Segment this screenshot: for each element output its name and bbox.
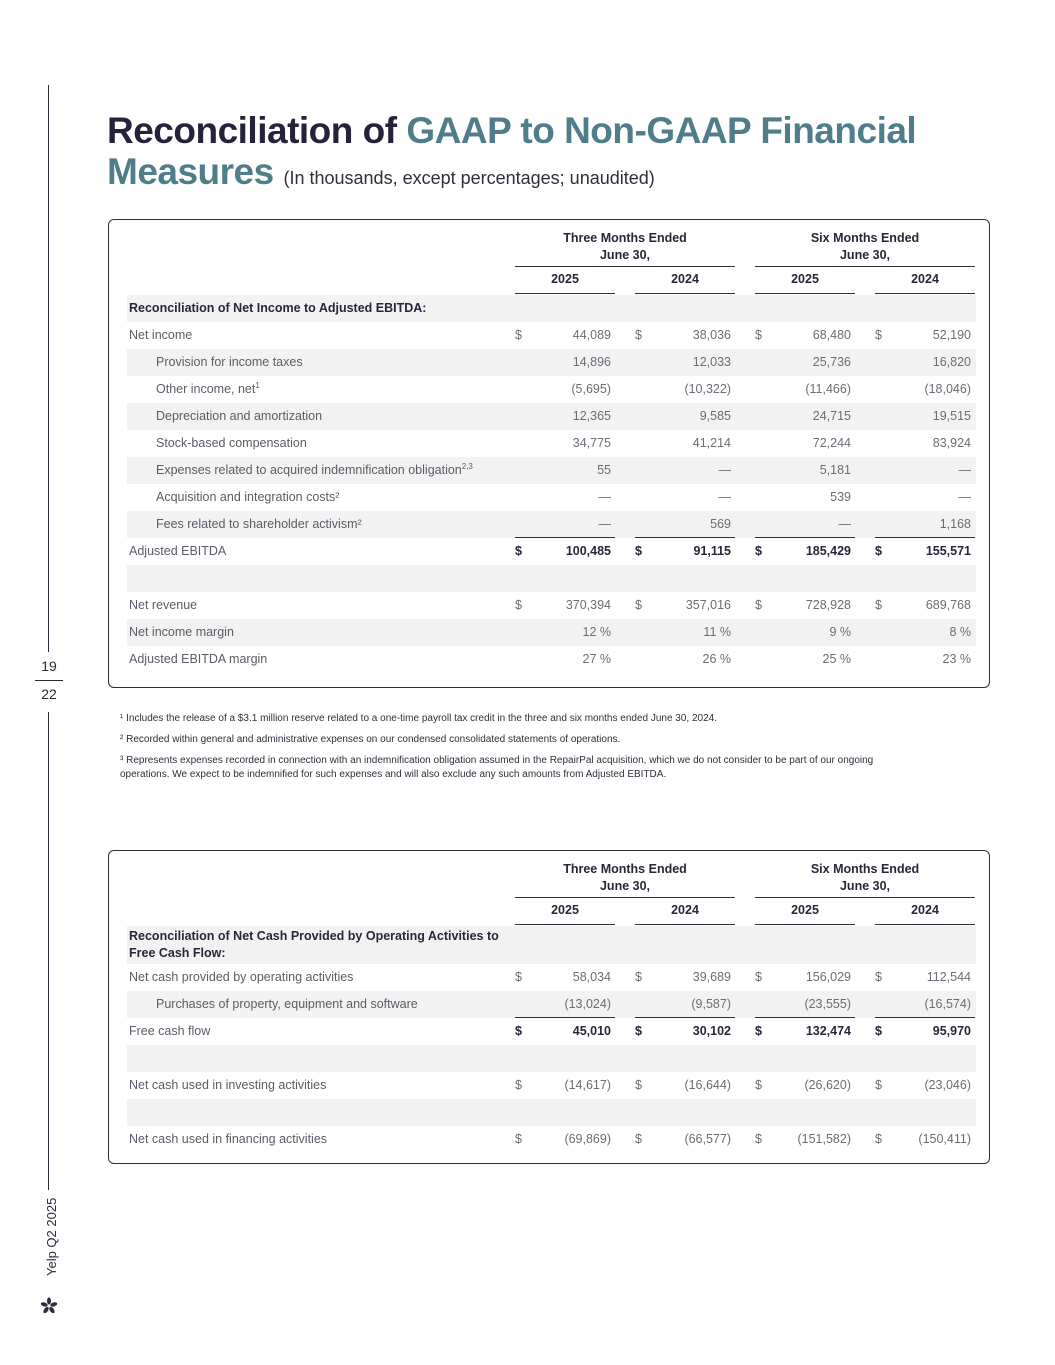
row-label-text: Provision for income taxes bbox=[156, 355, 303, 369]
cell-value: 9,585 bbox=[699, 409, 731, 423]
cell-value: 23 % bbox=[942, 652, 971, 666]
cell-value: 689,768 bbox=[925, 598, 971, 612]
value-cell bbox=[515, 376, 615, 403]
value-cell bbox=[875, 484, 975, 511]
cell-value: 41,214 bbox=[692, 436, 731, 450]
cell-value: (26,620) bbox=[804, 1078, 851, 1092]
row-label bbox=[156, 403, 322, 430]
title-subtitle: (In thousands, except percentages; unaudited) bbox=[283, 168, 655, 188]
value-cell bbox=[755, 646, 855, 673]
value-cell bbox=[515, 457, 615, 484]
footnote-3: ³ Represents expenses recorded in connection with an indemnification obligation assumed in the RepairPal acquisition, which we do not consider to be part of our ongoing operations. We expect to be indemnified for such expenses and will also exclude any such amounts from Adjusted EBITDA. bbox=[120, 755, 874, 780]
total-rule-top bbox=[875, 537, 975, 538]
row-label bbox=[156, 457, 473, 484]
value-cell bbox=[875, 646, 975, 673]
cell-value: 44,089 bbox=[572, 328, 611, 342]
cell-value: (11,466) bbox=[805, 382, 851, 396]
year-rule bbox=[515, 293, 615, 294]
header-three-months bbox=[515, 230, 735, 264]
dollar-sign: $ bbox=[755, 598, 762, 612]
cell-value: 72,244 bbox=[812, 436, 851, 450]
cell-value: 95,970 bbox=[932, 1024, 971, 1038]
cell-value: (14,617) bbox=[564, 1078, 611, 1092]
value-cell bbox=[635, 592, 735, 619]
cell-value: — bbox=[718, 490, 731, 504]
footnote-ref: 1 bbox=[255, 380, 260, 390]
table-row bbox=[127, 964, 976, 991]
cell-value: 185,429 bbox=[805, 544, 851, 558]
dollar-sign: $ bbox=[635, 544, 642, 558]
value-cell bbox=[875, 619, 975, 646]
value-cell bbox=[515, 1072, 615, 1099]
page-number-total: 22 bbox=[41, 686, 57, 702]
rail-line-top bbox=[48, 85, 49, 652]
table-row bbox=[127, 1126, 976, 1153]
dollar-sign: $ bbox=[515, 1132, 522, 1146]
row-label-text: Net income margin bbox=[129, 625, 234, 639]
value-cell bbox=[515, 991, 615, 1018]
value-cell bbox=[515, 430, 615, 457]
footnote-2: ² Recorded within general and administrative expenses on our condensed consolidated statements of operations. bbox=[120, 734, 621, 745]
value-cell bbox=[635, 1126, 735, 1153]
value-cell bbox=[875, 430, 975, 457]
header-three-months-line2: June 30, bbox=[599, 248, 651, 262]
row-label-text: Net cash provided by operating activities bbox=[129, 970, 354, 984]
value-cell bbox=[755, 430, 855, 457]
year-rule bbox=[755, 924, 855, 925]
brand-label: Yelp Q2 2025 bbox=[44, 1197, 59, 1276]
dollar-sign: $ bbox=[875, 970, 882, 984]
dollar-sign: $ bbox=[875, 1024, 882, 1038]
row-label bbox=[129, 964, 353, 991]
dollar-sign: $ bbox=[755, 544, 762, 558]
table-row bbox=[127, 349, 976, 376]
row-label bbox=[156, 349, 303, 376]
row-label bbox=[156, 991, 418, 1018]
cell-value: 156,029 bbox=[805, 970, 851, 984]
row-label bbox=[129, 538, 226, 565]
year-rule bbox=[635, 924, 735, 925]
header-rule bbox=[515, 897, 735, 898]
dollar-sign: $ bbox=[755, 328, 762, 342]
dollar-sign: $ bbox=[515, 598, 522, 612]
total-rule-top bbox=[875, 1017, 975, 1018]
value-cell bbox=[515, 1018, 615, 1045]
table-row bbox=[127, 646, 976, 673]
value-cell bbox=[515, 511, 615, 538]
cell-value: (10,322) bbox=[684, 382, 731, 396]
dollar-sign: $ bbox=[875, 1132, 882, 1146]
value-cell bbox=[755, 457, 855, 484]
cell-value: 25,736 bbox=[812, 355, 851, 369]
year-header: 2025 bbox=[791, 272, 819, 286]
header-three-months bbox=[515, 861, 735, 895]
row-label-text: Net revenue bbox=[129, 598, 198, 612]
cell-value: — bbox=[838, 517, 851, 531]
cell-value: (16,574) bbox=[924, 997, 971, 1011]
value-cell bbox=[515, 403, 615, 430]
cell-value: 27 % bbox=[582, 652, 611, 666]
table-row bbox=[127, 430, 976, 457]
cell-value: 26 % bbox=[702, 652, 731, 666]
header-six-months bbox=[755, 861, 975, 895]
year-rule bbox=[875, 924, 975, 925]
cell-value: 100,485 bbox=[565, 544, 611, 558]
total-rule-top bbox=[515, 1017, 615, 1018]
cell-value: (69,869) bbox=[564, 1132, 611, 1146]
row-label-text: Fees related to shareholder activism² bbox=[156, 517, 362, 531]
dollar-sign: $ bbox=[875, 544, 882, 558]
value-cell bbox=[635, 619, 735, 646]
year-header: 2024 bbox=[911, 272, 939, 286]
value-cell bbox=[875, 964, 975, 991]
dollar-sign: $ bbox=[875, 1078, 882, 1092]
value-cell bbox=[515, 322, 615, 349]
cell-value: 728,928 bbox=[805, 598, 851, 612]
header-six-months bbox=[755, 230, 975, 264]
dollar-sign: $ bbox=[635, 970, 642, 984]
row-label-text: Other income, net bbox=[156, 382, 256, 396]
row-label bbox=[129, 1126, 327, 1153]
cell-value: 9 % bbox=[829, 625, 851, 639]
value-cell bbox=[875, 592, 975, 619]
header-six-months-line2: June 30, bbox=[839, 248, 891, 262]
section-header-row bbox=[127, 926, 976, 964]
page-title bbox=[107, 110, 987, 199]
value-cell bbox=[755, 991, 855, 1018]
value-cell bbox=[635, 991, 735, 1018]
cell-value: 16,820 bbox=[932, 355, 971, 369]
cell-value: 52,190 bbox=[932, 328, 971, 342]
value-cell bbox=[875, 538, 975, 565]
dollar-sign: $ bbox=[635, 1132, 642, 1146]
cell-value: 112,544 bbox=[926, 970, 971, 984]
row-label-text: Free cash flow bbox=[129, 1024, 211, 1038]
value-cell bbox=[635, 349, 735, 376]
header-three-months-line2: June 30, bbox=[599, 879, 651, 893]
title-part-teal: GAAP to Non-GAAP Financial Measures bbox=[107, 110, 917, 192]
value-cell bbox=[755, 592, 855, 619]
year-header: 2025 bbox=[551, 272, 579, 286]
cell-value: 55 bbox=[597, 463, 611, 477]
value-cell bbox=[875, 376, 975, 403]
footnote-ref: 2,3 bbox=[461, 461, 473, 471]
cell-value: 370,394 bbox=[565, 598, 611, 612]
row-label bbox=[156, 430, 307, 457]
value-cell bbox=[635, 484, 735, 511]
year-header: 2025 bbox=[551, 903, 579, 917]
cell-value: 1,168 bbox=[939, 517, 971, 531]
header-six-months-line1: Six Months Ended bbox=[810, 862, 920, 876]
cell-value: (9,587) bbox=[691, 997, 731, 1011]
cell-value: 5,181 bbox=[819, 463, 851, 477]
cell-value: 19,515 bbox=[932, 409, 971, 423]
cell-value: 14,896 bbox=[572, 355, 611, 369]
spacer-row bbox=[127, 1099, 976, 1126]
header-three-months-line1: Three Months Ended bbox=[563, 862, 687, 876]
row-label-text: Net income bbox=[129, 328, 193, 342]
cell-value: (150,411) bbox=[918, 1132, 971, 1146]
value-cell bbox=[515, 484, 615, 511]
cell-value: 30,102 bbox=[692, 1024, 731, 1038]
table-row bbox=[127, 619, 976, 646]
section-header: Reconciliation of Net Income to Adjusted EBITDA: bbox=[129, 301, 427, 315]
header-rule bbox=[515, 266, 735, 267]
dollar-sign: $ bbox=[755, 1132, 762, 1146]
cell-value: 357,016 bbox=[685, 598, 731, 612]
cell-value: 569 bbox=[710, 517, 731, 531]
cell-value: 39,689 bbox=[692, 970, 731, 984]
table-row bbox=[127, 376, 976, 403]
value-cell bbox=[635, 1018, 735, 1045]
cell-value: 155,571 bbox=[925, 544, 971, 558]
value-cell bbox=[515, 538, 615, 565]
row-label-text: Adjusted EBITDA margin bbox=[129, 652, 268, 666]
value-cell bbox=[635, 430, 735, 457]
spacer-row bbox=[127, 565, 976, 592]
dollar-sign: $ bbox=[875, 598, 882, 612]
cell-value: — bbox=[718, 463, 731, 477]
value-cell bbox=[755, 322, 855, 349]
value-cell bbox=[755, 1018, 855, 1045]
cell-value: (66,577) bbox=[684, 1132, 731, 1146]
value-cell bbox=[755, 511, 855, 538]
row-label bbox=[129, 1072, 326, 1099]
value-cell bbox=[755, 1072, 855, 1099]
value-cell bbox=[515, 1126, 615, 1153]
table-row bbox=[127, 991, 976, 1018]
value-cell bbox=[755, 538, 855, 565]
header-rule bbox=[755, 266, 975, 267]
cell-value: (16,644) bbox=[684, 1078, 731, 1092]
dollar-sign: $ bbox=[635, 328, 642, 342]
free-cash-flow-table bbox=[108, 850, 990, 1164]
rail-line-bottom bbox=[48, 712, 49, 1190]
value-cell bbox=[875, 349, 975, 376]
table-row bbox=[127, 322, 976, 349]
year-header: 2024 bbox=[911, 903, 939, 917]
cell-value: (5,695) bbox=[571, 382, 611, 396]
value-cell bbox=[875, 1126, 975, 1153]
cell-value: 12 % bbox=[582, 625, 611, 639]
cell-value: 25 % bbox=[822, 652, 851, 666]
row-label-text: Net cash used in financing activities bbox=[129, 1132, 328, 1146]
value-cell bbox=[515, 619, 615, 646]
row-label-text: Expenses related to acquired indemnification obligation bbox=[156, 463, 462, 477]
year-header: 2024 bbox=[671, 272, 699, 286]
value-cell bbox=[635, 964, 735, 991]
table-row bbox=[127, 511, 976, 538]
row-label bbox=[129, 592, 197, 619]
cell-value: (151,582) bbox=[797, 1132, 851, 1146]
year-rule bbox=[755, 293, 855, 294]
cell-value: 38,036 bbox=[692, 328, 731, 342]
row-label bbox=[129, 322, 192, 349]
dollar-sign: $ bbox=[515, 1024, 522, 1038]
table-row bbox=[127, 484, 976, 511]
row-label-text: Depreciation and amortization bbox=[156, 409, 323, 423]
yelp-burst-icon bbox=[40, 1297, 58, 1315]
row-label bbox=[156, 376, 260, 403]
page-number-divider bbox=[35, 680, 63, 681]
dollar-sign: $ bbox=[635, 1078, 642, 1092]
value-cell bbox=[635, 457, 735, 484]
cell-value: — bbox=[598, 517, 611, 531]
value-cell bbox=[755, 349, 855, 376]
value-cell bbox=[515, 646, 615, 673]
value-cell bbox=[755, 376, 855, 403]
value-cell bbox=[635, 538, 735, 565]
row-label bbox=[156, 511, 362, 538]
year-rule bbox=[515, 924, 615, 925]
value-cell bbox=[875, 403, 975, 430]
year-header: 2025 bbox=[791, 903, 819, 917]
total-rule-top bbox=[635, 1017, 735, 1018]
value-cell bbox=[635, 511, 735, 538]
cell-value: 24,715 bbox=[812, 409, 851, 423]
total-rule-top bbox=[635, 537, 735, 538]
total-rule-top bbox=[515, 537, 615, 538]
table-row bbox=[127, 457, 976, 484]
cell-value: (23,046) bbox=[924, 1078, 971, 1092]
value-cell bbox=[635, 322, 735, 349]
cell-value: 12,033 bbox=[692, 355, 731, 369]
value-cell bbox=[515, 349, 615, 376]
row-label bbox=[129, 646, 267, 673]
header-three-months-line1: Three Months Ended bbox=[563, 231, 687, 245]
cell-value: — bbox=[598, 490, 611, 504]
cell-value: — bbox=[958, 490, 971, 504]
cell-value: 83,924 bbox=[932, 436, 971, 450]
row-label-text: Acquisition and integration costs² bbox=[156, 490, 340, 504]
cell-value: (13,024) bbox=[564, 997, 611, 1011]
cell-value: 58,034 bbox=[572, 970, 611, 984]
value-cell bbox=[635, 646, 735, 673]
table-row bbox=[127, 1072, 976, 1099]
row-label-text: Net cash used in investing activities bbox=[129, 1078, 327, 1092]
dollar-sign: $ bbox=[635, 1024, 642, 1038]
value-cell bbox=[755, 1126, 855, 1153]
adjusted-ebitda-table bbox=[108, 219, 990, 688]
value-cell bbox=[755, 403, 855, 430]
total-rule-top bbox=[755, 1017, 855, 1018]
value-cell bbox=[515, 964, 615, 991]
value-cell bbox=[515, 592, 615, 619]
header-rule bbox=[755, 897, 975, 898]
cell-value: 34,775 bbox=[572, 436, 611, 450]
cell-value: 132,474 bbox=[805, 1024, 851, 1038]
table-row bbox=[127, 592, 976, 619]
footnote-1: ¹ Includes the release of a $3.1 million reserve related to a one-time payroll tax credit in the three and six months ended June 30, 2024. bbox=[120, 713, 718, 724]
cell-value: (23,555) bbox=[804, 997, 851, 1011]
cell-value: 45,010 bbox=[572, 1024, 611, 1038]
title-part-dark: Reconciliation of bbox=[107, 110, 407, 151]
value-cell bbox=[875, 457, 975, 484]
value-cell bbox=[875, 1072, 975, 1099]
dollar-sign: $ bbox=[515, 328, 522, 342]
value-cell bbox=[755, 964, 855, 991]
cell-value: — bbox=[958, 463, 971, 477]
value-cell bbox=[755, 619, 855, 646]
row-label bbox=[129, 1018, 210, 1045]
row-label-text: Stock-based compensation bbox=[156, 436, 307, 450]
year-rule bbox=[635, 293, 735, 294]
total-rule-top bbox=[755, 537, 855, 538]
dollar-sign: $ bbox=[755, 1024, 762, 1038]
dollar-sign: $ bbox=[515, 1078, 522, 1092]
dollar-sign: $ bbox=[635, 598, 642, 612]
value-cell bbox=[875, 511, 975, 538]
dollar-sign: $ bbox=[515, 970, 522, 984]
value-cell bbox=[635, 376, 735, 403]
value-cell bbox=[875, 991, 975, 1018]
row-label-text: Purchases of property, equipment and software bbox=[156, 997, 418, 1011]
row-label-text: Adjusted EBITDA bbox=[129, 544, 227, 558]
year-rule bbox=[875, 293, 975, 294]
total-row bbox=[127, 1018, 976, 1045]
dollar-sign: $ bbox=[515, 544, 522, 558]
value-cell bbox=[875, 1018, 975, 1045]
cell-value: 8 % bbox=[949, 625, 971, 639]
spacer-row bbox=[127, 1045, 976, 1072]
value-cell bbox=[635, 403, 735, 430]
row-label bbox=[156, 484, 339, 511]
header-six-months-line1: Six Months Ended bbox=[810, 231, 920, 245]
cell-value: 12,365 bbox=[572, 409, 611, 423]
cell-value: (18,046) bbox=[924, 382, 971, 396]
cell-value: 11 % bbox=[703, 625, 731, 639]
dollar-sign: $ bbox=[755, 1078, 762, 1092]
cell-value: 91,115 bbox=[693, 544, 731, 558]
value-cell bbox=[875, 322, 975, 349]
header-six-months-line2: June 30, bbox=[839, 879, 891, 893]
cell-value: 539 bbox=[830, 490, 851, 504]
value-cell bbox=[755, 484, 855, 511]
year-header: 2024 bbox=[671, 903, 699, 917]
table-row bbox=[127, 403, 976, 430]
section-header-row bbox=[127, 295, 976, 322]
cell-value: 68,480 bbox=[812, 328, 851, 342]
dollar-sign: $ bbox=[875, 328, 882, 342]
dollar-sign: $ bbox=[755, 970, 762, 984]
total-row bbox=[127, 538, 976, 565]
value-cell bbox=[635, 1072, 735, 1099]
row-label bbox=[129, 619, 234, 646]
section-header: Reconciliation of Net Cash Provided by Operating Activities to Free Cash Flow: bbox=[129, 929, 499, 960]
page-number-current: 19 bbox=[41, 658, 57, 674]
